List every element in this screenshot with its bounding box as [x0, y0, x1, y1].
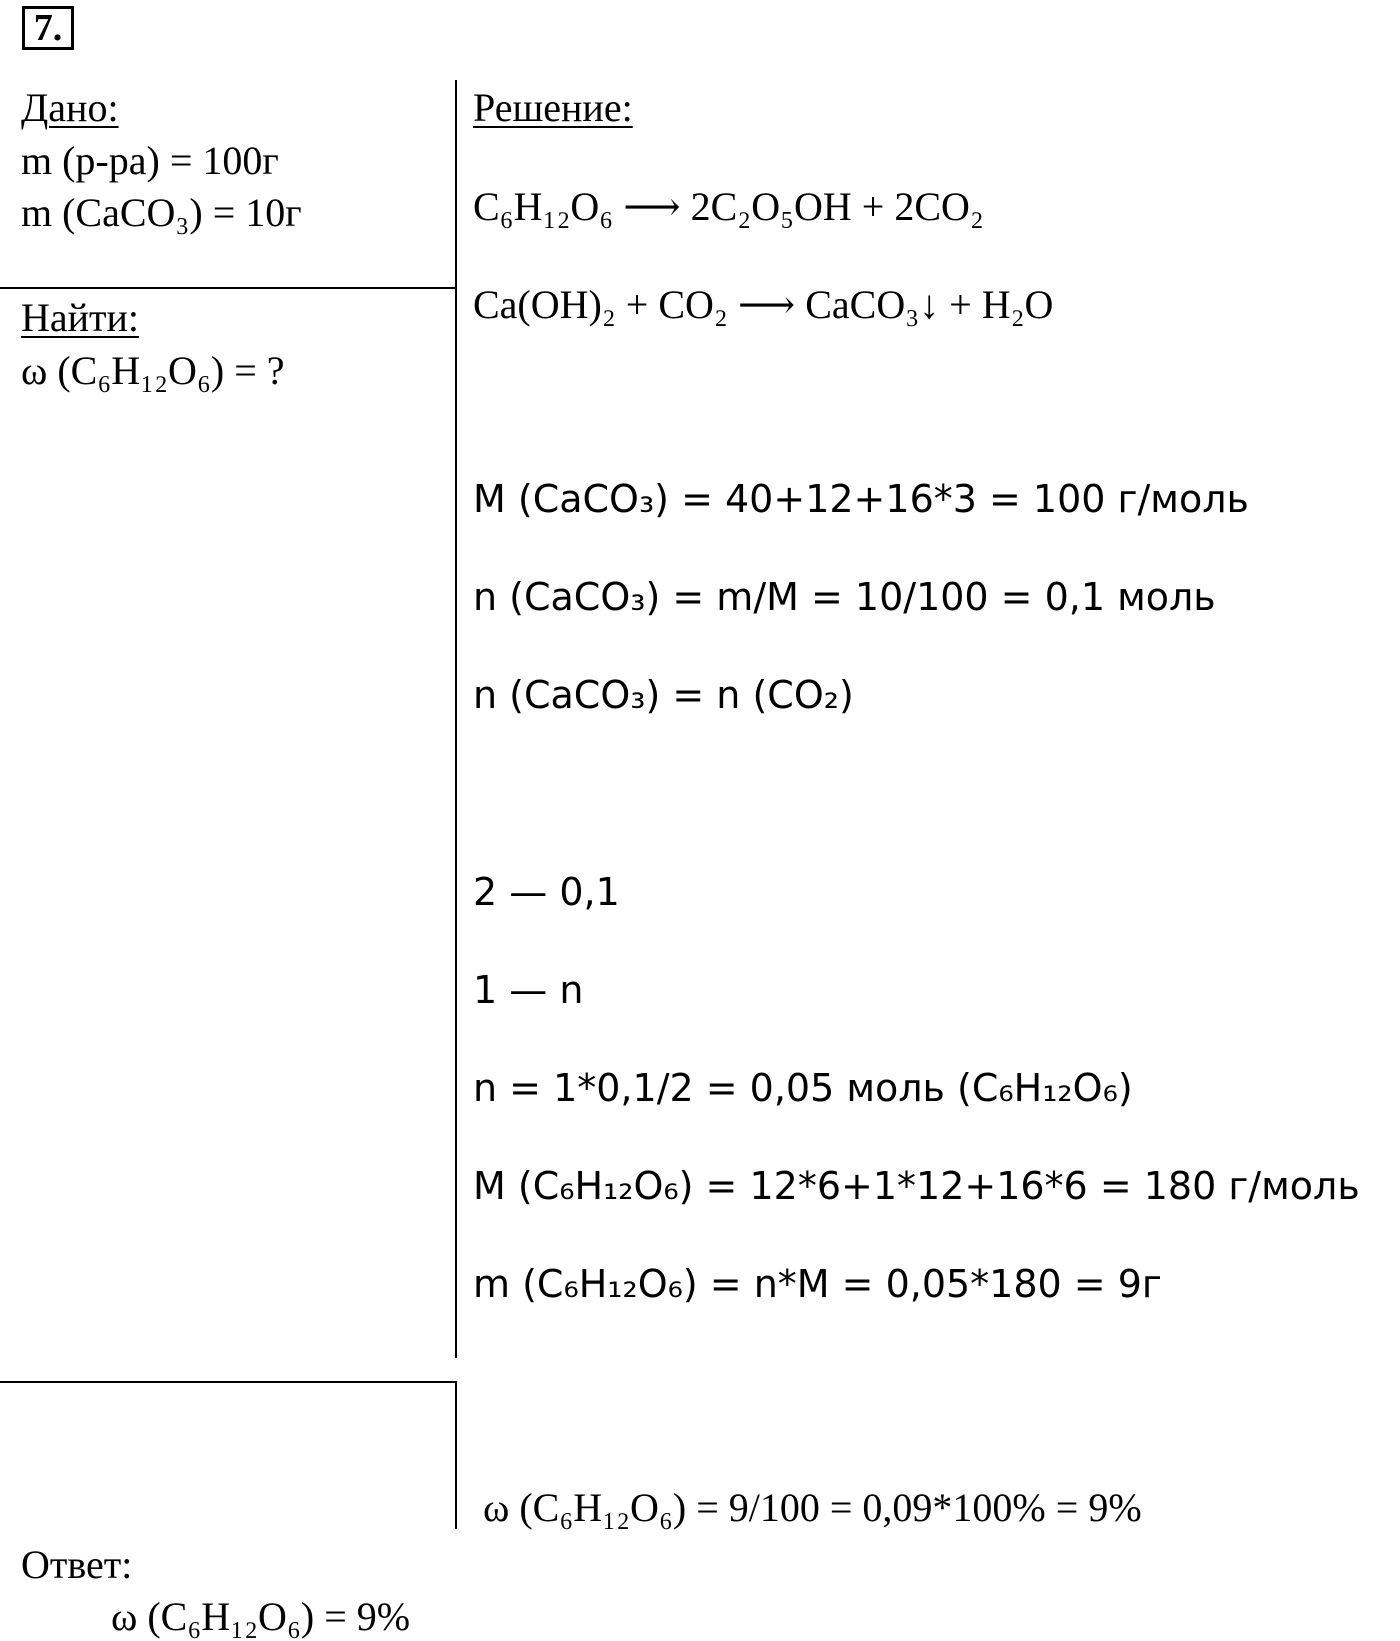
answer-heading: Ответ:	[21, 1542, 133, 1587]
find-line: ω (C₆H₁₂O₆) = ?	[21, 348, 285, 393]
calc-line: n (CaCO₃) = n (CO₂)	[473, 673, 854, 717]
calc-line: M (CaCO₃) = 40+12+16*3 = 100 г/моль	[473, 477, 1249, 521]
proportion-line: 1 — n	[473, 968, 584, 1012]
calc-line: n (CaCO₃) = m/M = 10/100 = 0,1 моль	[473, 575, 1216, 619]
reaction-equation: C₆H₁₂O₆ ⟶ 2C₂O₅OH + 2CO₂	[473, 184, 984, 229]
find-heading: Найти:	[21, 295, 140, 340]
calc-line: m (C₆H₁₂O₆) = n*M = 0,05*180 = 9г	[473, 1262, 1162, 1306]
given-find-divider	[0, 287, 456, 289]
calc-line: M (C₆H₁₂O₆) = 12*6+1*12+16*6 = 180 г/моль	[473, 1164, 1360, 1208]
answer-divider	[0, 1381, 457, 1383]
answer-vertical-divider	[455, 1381, 457, 1529]
final-calculation: ω (C₆H₁₂O₆) = 9/100 = 0,09*100% = 9%	[483, 1485, 1142, 1530]
given-heading: Дано:	[21, 85, 119, 130]
reaction-equation: Ca(OH)₂ + CO₂ ⟶ CaCO₃↓ + H₂O	[473, 282, 1054, 327]
solution-heading: Решение:	[473, 85, 633, 130]
problem-number: 7.	[22, 6, 74, 50]
proportion-line: 2 — 0,1	[473, 870, 620, 914]
calc-line: n = 1*0,1/2 = 0,05 моль (C₆H₁₂O₆)	[473, 1066, 1133, 1110]
given-line: m (CaCO₃) = 10г	[21, 190, 302, 235]
main-vertical-divider	[455, 80, 457, 1358]
given-line: m (р-ра) = 100г	[21, 138, 279, 183]
answer-value: ω (C₆H₁₂O₆) = 9%	[111, 1594, 411, 1639]
